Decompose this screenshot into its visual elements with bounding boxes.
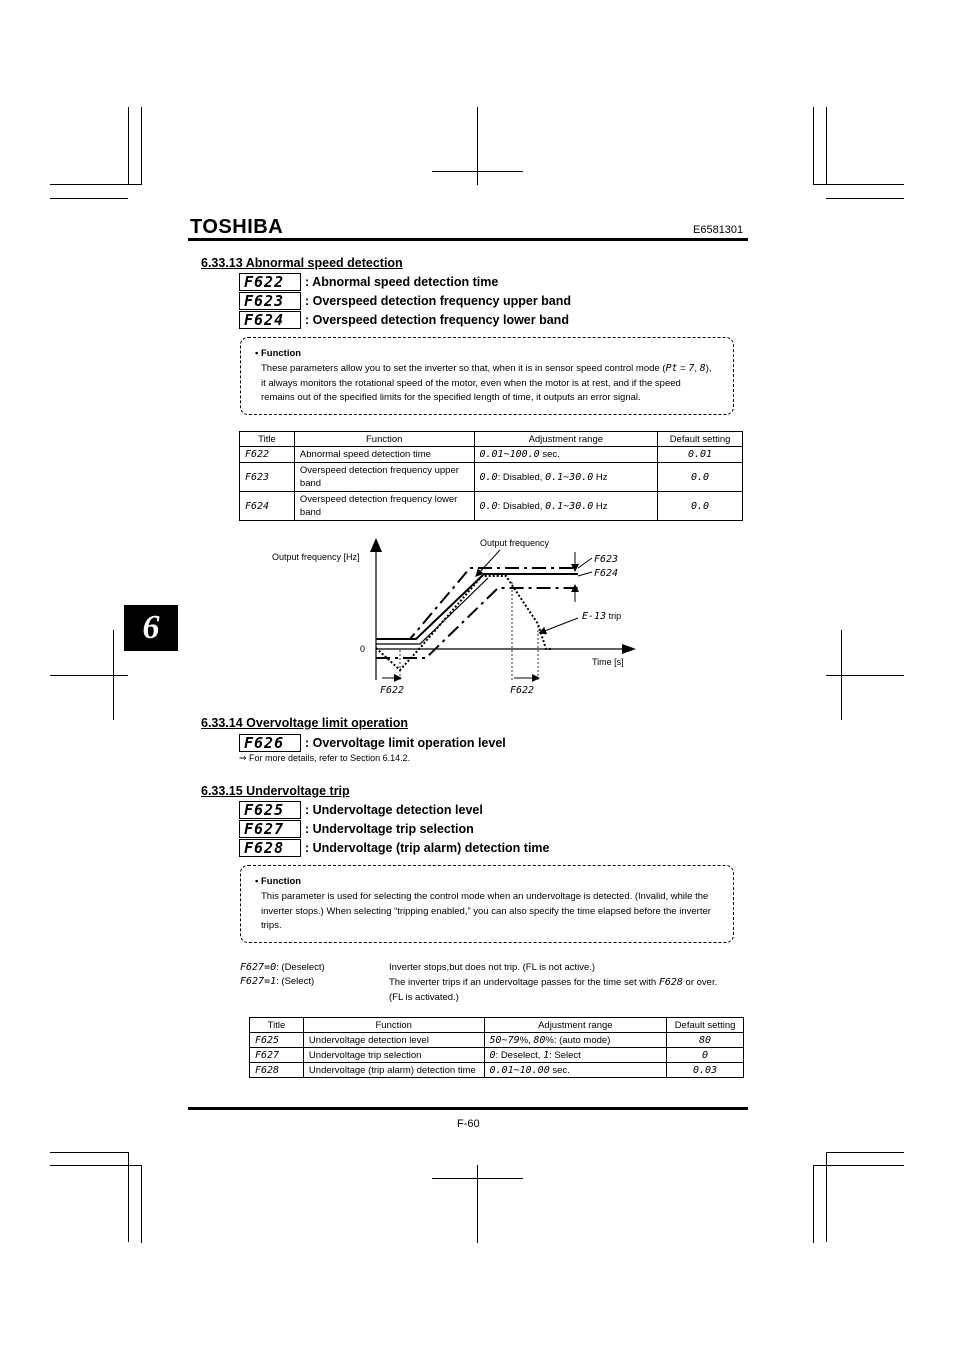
setting-deselect: F627=0: (Deselect) xyxy=(240,962,325,973)
setting-select-desc: The inverter trips if an undervoltage passes for the time set with F628 or over. (FL is activated.) xyxy=(389,977,718,1003)
header-rule xyxy=(188,238,748,241)
param-desc: : Overspeed detection frequency lower band xyxy=(305,313,569,327)
param-row-f623 xyxy=(239,292,571,310)
col-header-default: Default setting xyxy=(658,432,743,447)
param-code: F625 xyxy=(239,801,301,819)
param-table-undervoltage xyxy=(249,1017,744,1078)
setting-deselect-desc: Inverter stops,but does not trip. (FL is not active.) xyxy=(389,962,596,973)
param-desc: : Overspeed detection frequency upper band xyxy=(305,294,572,308)
curve-label: Output frequency xyxy=(480,538,550,548)
param-row-f622 xyxy=(239,273,498,291)
col-header-default: Default setting xyxy=(667,1018,744,1033)
param-code: F623 xyxy=(239,292,301,310)
speed-detection-diagram xyxy=(260,532,660,702)
setting-select: F627=1: (Select) xyxy=(240,976,315,987)
chapter-tab: 6 xyxy=(124,605,178,651)
param-code: F624 xyxy=(239,311,301,329)
section-title-undervoltage: 6.33.15 Undervoltage trip xyxy=(201,784,350,798)
trip-leader xyxy=(542,618,578,632)
section-title-abnormal-speed: 6.33.13 Abnormal speed detection xyxy=(201,256,403,270)
function-text: These parameters allow you to set the inverter so that, when it is in sensor speed control mode (Pt = 7, 8), it always monitors the rotational speed of the motor, even when the motor is at rest, and if the speed remains out of the specified limits for the specified length of time, it outputs an error signal. xyxy=(261,363,712,403)
toshiba-logo: TOSHIBA xyxy=(190,216,284,238)
function-box-speed xyxy=(240,337,734,415)
param-table-speed xyxy=(239,431,743,521)
x-axis-label: Time [s] xyxy=(592,657,624,667)
function-text: This parameter is used for selecting the control mode when an undervoltage is detected. (Invalid, while the inverter stops.) When selecting “tripping enabled,” you can also specify the time elapsed before the inverter trips. xyxy=(261,891,711,931)
table-row: F624 Overspeed detection frequency lower band 0.0: Disabled, 0.1~30.0 Hz 0.0 xyxy=(240,492,743,521)
param-code: F622 xyxy=(239,273,301,291)
param-desc: : Undervoltage detection level xyxy=(305,803,483,817)
f624-leader xyxy=(578,572,592,576)
function-heading: • Function xyxy=(255,348,302,359)
col-header-title: Title xyxy=(240,432,295,447)
actual-speed-line xyxy=(376,576,552,670)
table-row: F628 Undervoltage (trip alarm) detection time 0.01~10.00 sec. 0.03 xyxy=(250,1063,744,1078)
footer-rule xyxy=(188,1107,748,1110)
param-row-f627 xyxy=(239,820,474,838)
param-code: F627 xyxy=(239,820,301,838)
f622-label-a: F622 xyxy=(380,685,405,696)
param-row-f625 xyxy=(239,801,483,819)
param-row-f628 xyxy=(239,839,549,857)
col-header-range: Adjustment range xyxy=(484,1018,667,1033)
param-desc: : Abnormal speed detection time xyxy=(305,275,499,289)
zero-label: 0 xyxy=(360,644,366,654)
table-row: F627 Undervoltage trip selection 0: Deselect, 1: Select 0 xyxy=(250,1048,744,1063)
param-code: F628 xyxy=(239,839,301,857)
param-desc: : Undervoltage (trip alarm) detection time xyxy=(305,841,550,855)
document-number: E6581301 xyxy=(693,224,744,236)
function-box-undervoltage xyxy=(240,865,734,943)
f624-label: F624 xyxy=(594,568,619,579)
param-row-f624 xyxy=(239,311,569,329)
param-desc: : Overvoltage limit operation level xyxy=(305,736,506,750)
upper-band-line xyxy=(376,568,578,639)
y-axis-arrow xyxy=(370,538,382,552)
lower-band-line xyxy=(376,588,578,658)
reference-note: ⇒ For more details, refer to Section 6.14.2. xyxy=(239,753,411,763)
curve-label-leader xyxy=(478,550,500,574)
function-heading: • Function xyxy=(255,876,302,887)
f622-label-b: F622 xyxy=(510,685,535,696)
x-axis-arrow xyxy=(622,644,636,654)
y-axis-label: Output frequency [Hz] xyxy=(272,552,360,562)
table-row: F622 Abnormal speed detection time 0.01~100.0 sec. 0.01 xyxy=(240,447,743,463)
section-title-overvoltage: 6.33.14 Overvoltage limit operation xyxy=(201,716,409,730)
col-header-function: Function xyxy=(294,432,474,447)
page-number: F-60 xyxy=(457,1118,480,1130)
table-row: F623 Overspeed detection frequency upper band 0.0: Disabled, 0.1~30.0 Hz 0.0 xyxy=(240,463,743,492)
f623-leader xyxy=(578,558,592,568)
col-header-title: Title xyxy=(250,1018,304,1033)
col-header-function: Function xyxy=(303,1018,484,1033)
col-header-range: Adjustment range xyxy=(474,432,658,447)
param-row-f626 xyxy=(239,734,506,752)
param-desc: : Undervoltage trip selection xyxy=(305,822,474,836)
trip-label: E-13 trip xyxy=(582,611,622,622)
f623-label: F623 xyxy=(594,554,619,565)
param-code: F626 xyxy=(239,734,301,752)
table-row: F625 Undervoltage detection level 50~79%, 80%: (auto mode) 80 xyxy=(250,1033,744,1048)
